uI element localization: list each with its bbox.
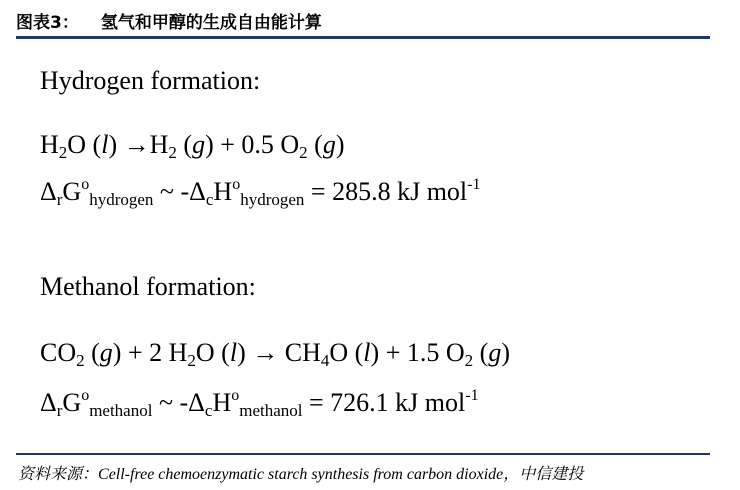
source-note bbox=[18, 461, 583, 484]
methanol-reaction-equation: $CO_2$ (g) + 2 $H_2O$ $(l) \to CH_4O$ (l) + 1.5 $O_2$ (g) bbox=[40, 338, 510, 370]
methanol-energy-equation: $\Delta_rG^o_{methanol}$ ~ $-\Delta_cH^o_{methanol} = 726.1$ kJ mol$^{-1}$ bbox=[40, 387, 479, 420]
figure-caption bbox=[16, 8, 322, 33]
hydrogen-energy-equation: $\Delta_rG^o_{hydrogen}$ ~ $-\Delta_cH^o_{hydrogen} = 285.8$ kJ mol$^{-1}$ bbox=[40, 176, 481, 209]
figure-title: 氢气和甲醇的生成自由能计算 bbox=[100, 13, 322, 33]
source-text: Cell-free chemoenzymatic starch synthesis from carbon dioxide，中信建投 bbox=[98, 466, 584, 483]
methanol-heading: Methanol formation: bbox=[40, 272, 256, 301]
top-divider bbox=[16, 36, 710, 39]
source-label: 资料来源： bbox=[18, 466, 99, 483]
figure-label: 图表3： bbox=[16, 13, 79, 33]
hydrogen-heading: Hydrogen formation: bbox=[40, 66, 261, 95]
bottom-divider bbox=[16, 453, 710, 455]
hydrogen-reaction-equation: $H_2O$ $(l) \to H_2$ (g) + 0.5 $O_2$ (g) bbox=[40, 130, 345, 162]
